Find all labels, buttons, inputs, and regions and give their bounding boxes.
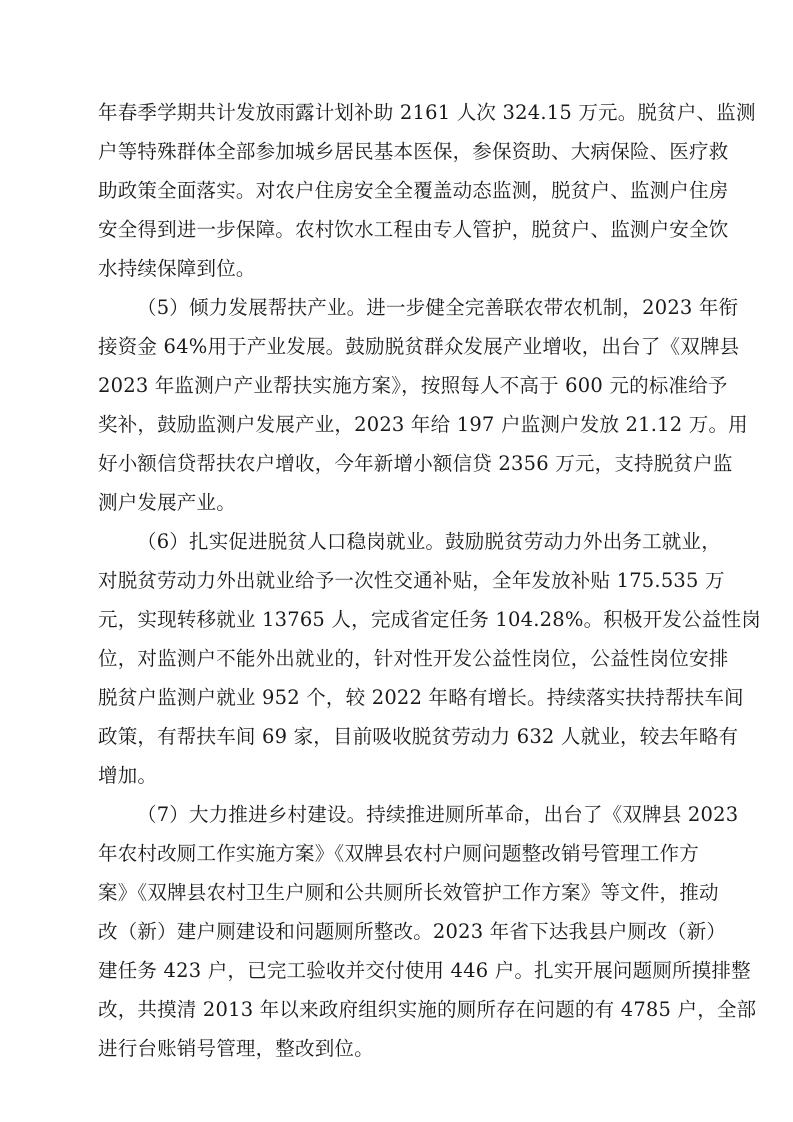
- text-line: 位，对监测户不能外出就业的，针对性开发公益性岗位，公益性岗位安排: [98, 647, 729, 670]
- text-line: 案》《双牌县农村卫生户厕和公共厕所长效管护工作方案》等文件，推动: [98, 881, 719, 904]
- text-line: 年农村改厕工作实施方案》《双牌县农村户厕问题整改销号管理工作方: [98, 842, 699, 865]
- text-line: （5）倾力发展帮扶产业。进一步健全完善联农带农机制，2023 年衔: [137, 296, 739, 319]
- text-line: 政策，有帮扶车间 69 家，目前吸收脱贫劳动力 632 人就业，较去年略有: [98, 725, 739, 748]
- text-line: 建任务 423 户，已完工验收并交付使用 446 户。扎实开展问题厕所摸排整: [98, 959, 751, 982]
- text-line: 户等特殊群体全部参加城乡居民基本医保，参保资助、大病保险、医疗救: [98, 140, 729, 163]
- text-line: 安全得到进一步保障。农村饮水工程由专人管护，脱贫户、监测户安全饮: [98, 218, 729, 241]
- text-line: 脱贫户监测户就业 952 个，较 2022 年略有增长。持续落实扶持帮扶车间: [98, 686, 744, 709]
- text-line: 接资金 64%用于产业发展。鼓励脱贫群众发展产业增收，出台了《双牌县: [98, 335, 740, 358]
- text-line: 进行台账销号管理，整改到位。: [98, 1037, 374, 1060]
- text-line: 年春季学期共计发放雨露计划补助 2161 人次 324.15 万元。脱贫户、监测: [98, 101, 756, 124]
- text-line: 2023 年监测户产业帮扶实施方案》，按照每人不高于 600 元的标准给予: [98, 374, 728, 397]
- text-line: 改，共摸清 2013 年以来政府组织实施的厕所存在问题的有 4785 户，全部: [98, 998, 757, 1021]
- text-line: 水持续保障到位。: [98, 257, 256, 280]
- text-line: 改（新）建户厕建设和问题厕所整改。2023 年省下达我县户厕改（新）: [98, 920, 727, 943]
- text-line: 增加。: [98, 764, 158, 787]
- text-line: 测户发展产业。: [98, 491, 236, 514]
- text-line: （7）大力推进乡村建设。持续推进厕所革命，出台了《双牌县 2023: [137, 803, 739, 826]
- text-line: 对脱贫劳动力外出就业给予一次性交通补贴，全年发放补贴 175.535 万: [98, 569, 725, 592]
- text-line: （6）扎实促进脱贫人口稳岗就业。鼓励脱贫劳动力外出务工就业，: [137, 530, 721, 553]
- text-line: 奖补，鼓励监测户发展产业，2023 年给 197 户监测户发放 21.12 万。用: [98, 413, 748, 436]
- text-line: 元，实现转移就业 13765 人，完成省定任务 104.28%。积极开发公益性岗: [98, 608, 761, 631]
- text-line: 好小额信贷帮扶农户增收，今年新增小额信贷 2356 万元，支持脱贫户监: [98, 452, 733, 475]
- text-line: 助政策全面落实。对农户住房安全全覆盖动态监测，脱贫户、监测户住房: [98, 179, 729, 202]
